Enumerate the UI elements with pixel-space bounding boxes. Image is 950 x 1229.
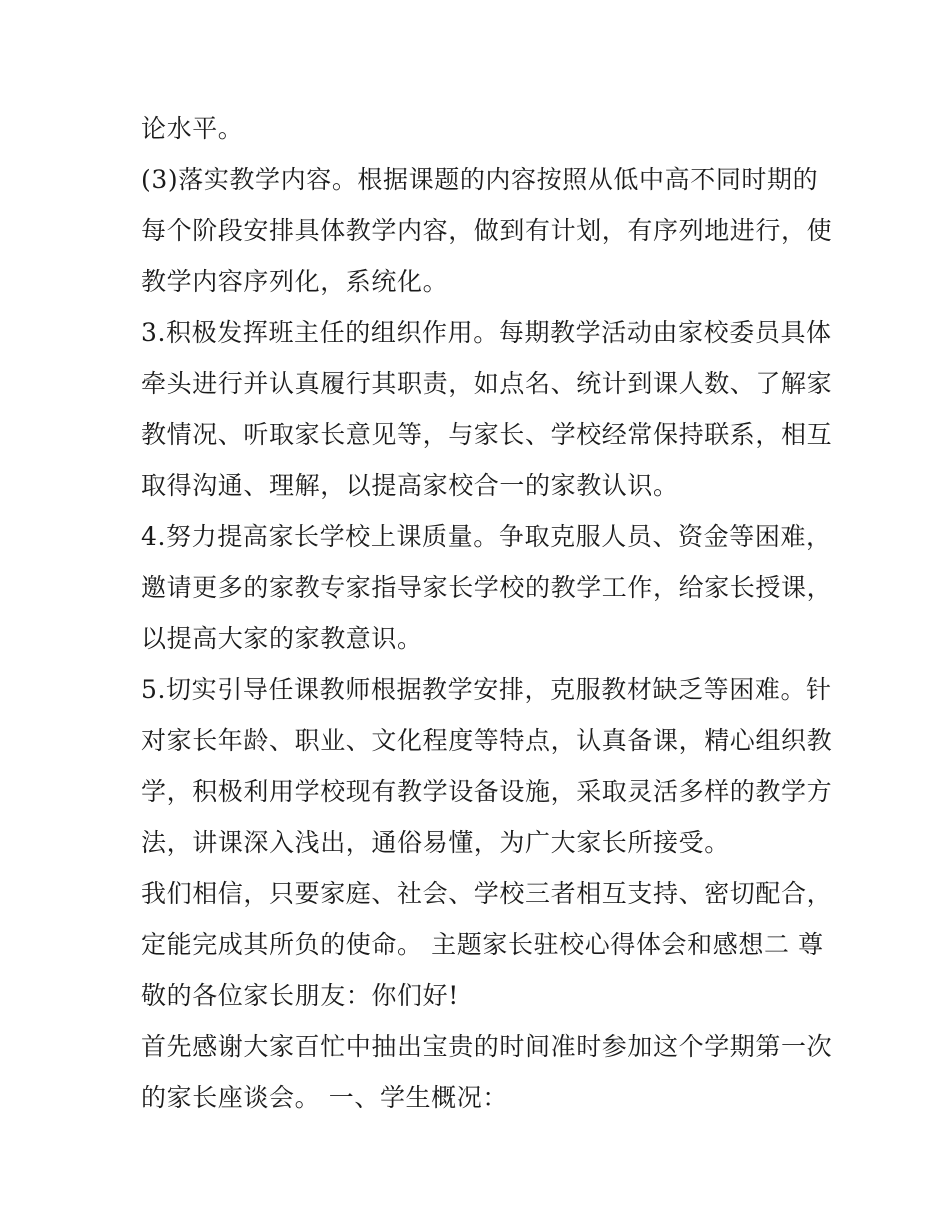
text-line: 邀请更多的家教专家指导家长学校的教学工作，给家长授课， — [141, 573, 833, 602]
text-line: 以提高大家的家教意识。 — [141, 624, 423, 653]
text-line: 教学内容序列化，系统化。 — [141, 267, 449, 296]
text-line: 论水平。 — [141, 114, 244, 143]
text-line: 每个阶段安排具体教学内容，做到有计划，有序列地进行，使 — [141, 216, 833, 245]
text-line: 5.切实引导任课教师根据教学安排，克服教材缺乏等困难。针 — [141, 675, 832, 704]
text-line: 法，讲课深入浅出，通俗易懂，为广大家长所接受。 — [141, 828, 730, 857]
text-line: 我们相信，只要家庭、社会、学校三者相互支持、密切配合， — [141, 879, 833, 908]
text-line: 牵头进行并认真履行其职责，如点名、统计到课人数、了解家 — [141, 369, 833, 398]
text-line: (3)落实教学内容。根据课题的内容按照从低中高不同时期的 — [141, 165, 819, 194]
text-line: 教情况、听取家长意见等，与家长、学校经常保持联系，相互 — [141, 420, 833, 449]
text-line: 的家长座谈会。 一、学生概况： — [141, 1083, 508, 1112]
text-line: 4.努力提高家长学校上课质量。争取克服人员、资金等困难， — [141, 522, 832, 551]
text-line: 敬的各位家长朋友：你们好! — [141, 981, 459, 1010]
text-line: 3.积极发挥班主任的组织作用。每期教学活动由家校委员具体 — [141, 318, 832, 347]
text-line: 对家长年龄、职业、文化程度等特点，认真备课，精心组织教 — [141, 726, 833, 755]
text-line: 定能完成其所负的使命。 主题家长驻校心得体会和感想二 尊 — [141, 930, 824, 959]
text-line: 取得沟通、理解，以提高家校合一的家教认识。 — [141, 471, 679, 500]
text-line: 学，积极利用学校现有教学设备设施，采取灵活多样的教学方 — [141, 777, 833, 806]
text-line: 首先感谢大家百忙中抽出宝贵的时间准时参加这个学期第一次 — [141, 1032, 833, 1061]
